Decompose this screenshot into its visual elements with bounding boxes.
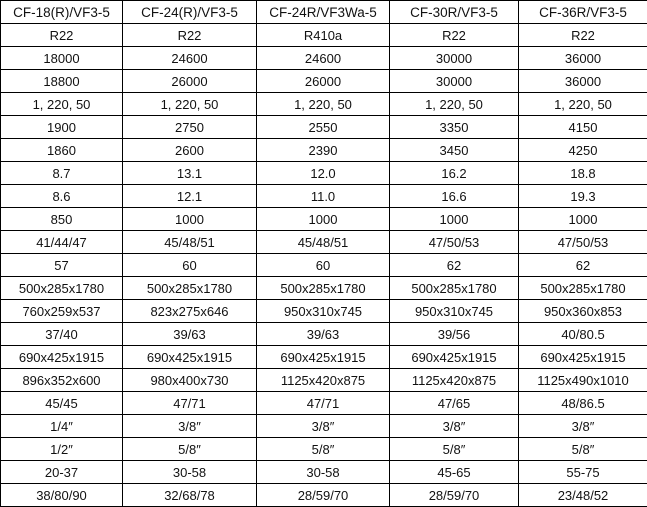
table-cell: 3350 bbox=[390, 116, 519, 139]
table-cell: 950x310x745 bbox=[390, 300, 519, 323]
table-cell: 11.0 bbox=[257, 185, 390, 208]
table-cell: 1, 220, 50 bbox=[390, 93, 519, 116]
table-row bbox=[1, 392, 647, 415]
table-row bbox=[1, 24, 647, 47]
table-cell: 45/48/51 bbox=[257, 231, 390, 254]
table-cell: 39/56 bbox=[390, 323, 519, 346]
table-cell: 18000 bbox=[1, 47, 123, 70]
table-cell: 1000 bbox=[519, 208, 647, 231]
table-cell: 16.2 bbox=[390, 162, 519, 185]
table-cell: 760x259x537 bbox=[1, 300, 123, 323]
table-cell: 30000 bbox=[390, 47, 519, 70]
table-cell: 60 bbox=[257, 254, 390, 277]
table-cell: 30-58 bbox=[257, 461, 390, 484]
table-cell: 500x285x1780 bbox=[123, 277, 257, 300]
table-cell: 950x310x745 bbox=[257, 300, 390, 323]
table-cell: 3/8″ bbox=[519, 415, 647, 438]
table-cell: 18800 bbox=[1, 70, 123, 93]
table-cell: 690x425x1915 bbox=[519, 346, 647, 369]
table-cell: 950x360x853 bbox=[519, 300, 647, 323]
table-cell: 500x285x1780 bbox=[257, 277, 390, 300]
table-cell: 39/63 bbox=[123, 323, 257, 346]
table-row bbox=[1, 162, 647, 185]
table-cell: 1, 220, 50 bbox=[123, 93, 257, 116]
table-cell: R22 bbox=[1, 24, 123, 47]
table-cell: 23/48/52 bbox=[519, 484, 647, 507]
table-row bbox=[1, 254, 647, 277]
table-row bbox=[1, 300, 647, 323]
table-cell: 1860 bbox=[1, 139, 123, 162]
table-cell: 3/8″ bbox=[390, 415, 519, 438]
table-cell: 37/40 bbox=[1, 323, 123, 346]
table-row bbox=[1, 70, 647, 93]
table-cell: 38/80/90 bbox=[1, 484, 123, 507]
table-cell: 690x425x1915 bbox=[123, 346, 257, 369]
table-cell: 500x285x1780 bbox=[519, 277, 647, 300]
table-row bbox=[1, 369, 647, 392]
table-cell: 16.6 bbox=[390, 185, 519, 208]
table-cell: 60 bbox=[123, 254, 257, 277]
table-cell: 20-37 bbox=[1, 461, 123, 484]
table-cell: 1000 bbox=[123, 208, 257, 231]
table-cell: 18.8 bbox=[519, 162, 647, 185]
table-cell: 3/8″ bbox=[257, 415, 390, 438]
table-cell: 30000 bbox=[390, 70, 519, 93]
table-row bbox=[1, 438, 647, 461]
table-cell: 1/4″ bbox=[1, 415, 123, 438]
table-row bbox=[1, 461, 647, 484]
table-cell: 980x400x730 bbox=[123, 369, 257, 392]
table-cell: 45/48/51 bbox=[123, 231, 257, 254]
table-cell: 32/68/78 bbox=[123, 484, 257, 507]
table-cell: 62 bbox=[390, 254, 519, 277]
table-cell: R22 bbox=[390, 24, 519, 47]
column-header: CF-36R/VF3-5 bbox=[519, 1, 647, 24]
table-cell: 30-58 bbox=[123, 461, 257, 484]
table-cell: 2600 bbox=[123, 139, 257, 162]
table-cell: 28/59/70 bbox=[257, 484, 390, 507]
table-cell: 8.7 bbox=[1, 162, 123, 185]
table-cell: 8.6 bbox=[1, 185, 123, 208]
table-row bbox=[1, 93, 647, 116]
table-cell: 40/80.5 bbox=[519, 323, 647, 346]
table-cell: 5/8″ bbox=[123, 438, 257, 461]
table-cell: 48/86.5 bbox=[519, 392, 647, 415]
table-body bbox=[1, 24, 647, 507]
column-header: CF-18(R)/VF3-5 bbox=[1, 1, 123, 24]
table-row bbox=[1, 323, 647, 346]
table-cell: 13.1 bbox=[123, 162, 257, 185]
table-cell: 1/2″ bbox=[1, 438, 123, 461]
table-row bbox=[1, 47, 647, 70]
table-cell: 823x275x646 bbox=[123, 300, 257, 323]
table-cell: 36000 bbox=[519, 47, 647, 70]
table-cell: R22 bbox=[519, 24, 647, 47]
table-row bbox=[1, 185, 647, 208]
table-cell: 28/59/70 bbox=[390, 484, 519, 507]
table-cell: 36000 bbox=[519, 70, 647, 93]
table-cell: 2390 bbox=[257, 139, 390, 162]
table-cell: 12.0 bbox=[257, 162, 390, 185]
table-cell: 1000 bbox=[257, 208, 390, 231]
table-cell: 690x425x1915 bbox=[1, 346, 123, 369]
table-cell: 896x352x600 bbox=[1, 369, 123, 392]
table-cell: 45/45 bbox=[1, 392, 123, 415]
table-row bbox=[1, 139, 647, 162]
table-cell: 47/71 bbox=[257, 392, 390, 415]
table-cell: 1125x490x1010 bbox=[519, 369, 647, 392]
table-cell: 26000 bbox=[257, 70, 390, 93]
table-cell: 690x425x1915 bbox=[390, 346, 519, 369]
table-cell: 5/8″ bbox=[390, 438, 519, 461]
table-cell: 62 bbox=[519, 254, 647, 277]
table-cell: 41/44/47 bbox=[1, 231, 123, 254]
table-cell: 47/50/53 bbox=[390, 231, 519, 254]
column-header: CF-24(R)/VF3-5 bbox=[123, 1, 257, 24]
table-row bbox=[1, 208, 647, 231]
table-cell: 690x425x1915 bbox=[257, 346, 390, 369]
table-cell: 55-75 bbox=[519, 461, 647, 484]
table-row bbox=[1, 415, 647, 438]
table-cell: 57 bbox=[1, 254, 123, 277]
column-header: CF-24R/VF3Wa-5 bbox=[257, 1, 390, 24]
table-cell: 5/8″ bbox=[519, 438, 647, 461]
table-cell: 1000 bbox=[390, 208, 519, 231]
table-cell: 26000 bbox=[123, 70, 257, 93]
table-row bbox=[1, 231, 647, 254]
table-cell: 850 bbox=[1, 208, 123, 231]
table-cell: 3450 bbox=[390, 139, 519, 162]
table-cell: R410a bbox=[257, 24, 390, 47]
header-row bbox=[1, 1, 647, 24]
table-cell: 12.1 bbox=[123, 185, 257, 208]
table-cell: 4250 bbox=[519, 139, 647, 162]
table-cell: 5/8″ bbox=[257, 438, 390, 461]
table-cell: 500x285x1780 bbox=[390, 277, 519, 300]
table-cell: 45-65 bbox=[390, 461, 519, 484]
table-cell: 47/50/53 bbox=[519, 231, 647, 254]
table-cell: 1125x420x875 bbox=[390, 369, 519, 392]
table-cell: 47/65 bbox=[390, 392, 519, 415]
table-cell: 500x285x1780 bbox=[1, 277, 123, 300]
table-row bbox=[1, 346, 647, 369]
table-cell: 1, 220, 50 bbox=[257, 93, 390, 116]
table-cell: 2550 bbox=[257, 116, 390, 139]
table-cell: R22 bbox=[123, 24, 257, 47]
table-cell: 1, 220, 50 bbox=[519, 93, 647, 116]
table-cell: 24600 bbox=[257, 47, 390, 70]
table-cell: 24600 bbox=[123, 47, 257, 70]
table-cell: 4150 bbox=[519, 116, 647, 139]
table-cell: 2750 bbox=[123, 116, 257, 139]
table-cell: 39/63 bbox=[257, 323, 390, 346]
table-cell: 19.3 bbox=[519, 185, 647, 208]
table-row bbox=[1, 277, 647, 300]
table-cell: 3/8″ bbox=[123, 415, 257, 438]
table-cell: 1125x420x875 bbox=[257, 369, 390, 392]
table-cell: 1, 220, 50 bbox=[1, 93, 123, 116]
table-row bbox=[1, 116, 647, 139]
table-row bbox=[1, 484, 647, 507]
column-header: CF-30R/VF3-5 bbox=[390, 1, 519, 24]
table-cell: 47/71 bbox=[123, 392, 257, 415]
table-cell: 1900 bbox=[1, 116, 123, 139]
